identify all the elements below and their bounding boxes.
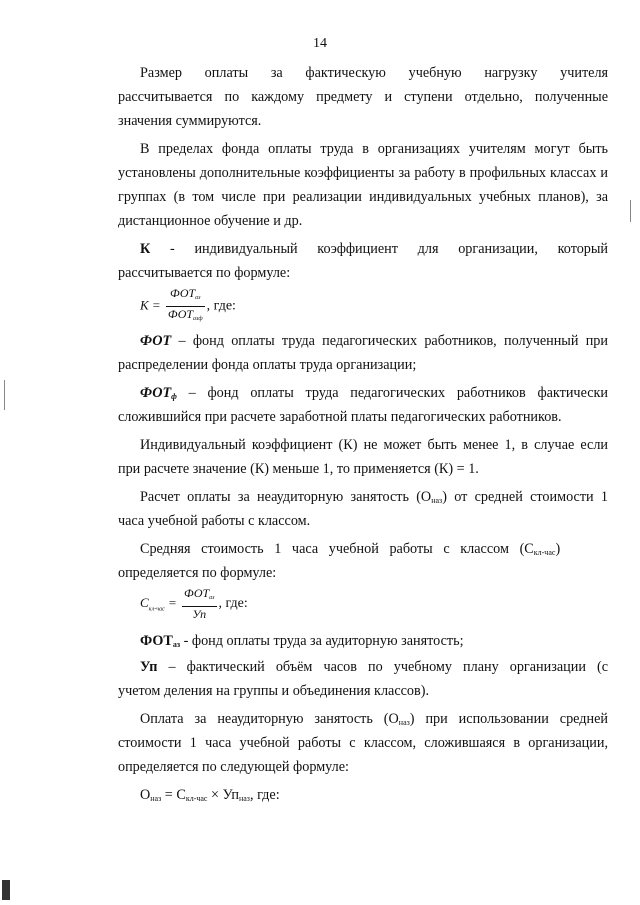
word: для: [417, 241, 439, 257]
f3-c-sub: кл-час: [185, 794, 208, 803]
fotaz-term: [140, 633, 180, 649]
def-fot-line-1: [140, 332, 608, 350]
word: коэффициент: [317, 241, 398, 257]
word: учителя: [560, 65, 609, 81]
word: за: [270, 65, 283, 81]
def-fot-line-2: распределении фонда оплаты труда организации;: [118, 357, 417, 373]
f3-times: × Уп: [207, 787, 239, 803]
scan-edge-mark: [4, 380, 5, 410]
paragraph-3-line-1: [140, 240, 608, 258]
paragraph-7-line-1: [140, 710, 608, 732]
fotaz-term-sub: аз: [172, 640, 181, 649]
paragraph-2-line-1: В пределах фонда оплаты труда в организациях учителям могут быть: [140, 141, 608, 157]
f3-o-sub: наз: [150, 794, 162, 803]
fotaz-term-main: ФОТ: [140, 633, 173, 649]
f3-where: , где:: [249, 787, 280, 803]
fotf-term-main: ФОТ: [140, 385, 172, 401]
formula-onaz: [140, 786, 608, 808]
p6-sub: кл-час: [533, 548, 556, 557]
up-text: – фактический объём часов по учебному плану организации (с: [157, 659, 608, 675]
numerator: ФОТ: [184, 586, 210, 600]
def-up-line-2: учетом деления на группы и объединения классов).: [118, 683, 429, 699]
word: нагрузку: [484, 65, 538, 81]
paragraph-4-line-1: Индивидуальный коэффициент (К) не может быть менее 1, в случае если: [140, 437, 608, 453]
paragraph-7-line-2: стоимости 1 часа учебной работы с классом, сложившаяся в организации,: [118, 735, 608, 751]
denominator-sub: азф: [193, 316, 203, 322]
fotaz-text: - фонд оплаты труда за аудиторную занятость;: [180, 633, 464, 649]
f3-o: О: [140, 787, 151, 803]
paragraph-2-line-3: группах (в том числе при реализации индивидуальных учебных планов), за: [118, 189, 608, 205]
p5-text: Расчет оплаты за неаудиторную занятость (О: [140, 489, 432, 505]
p7-text: Оплата за неаудиторную занятость (О: [140, 711, 399, 727]
p5-text-post: ) от средней стоимости 1: [442, 489, 608, 505]
word: оплаты: [204, 65, 249, 81]
up-term: Уп: [140, 659, 158, 675]
def-fotf-line-2: сложившийся при расчете заработной платы педагогических работников.: [118, 409, 562, 425]
word: индивидуальный: [194, 241, 298, 257]
word: фактическую: [305, 65, 386, 81]
word: -: [170, 241, 175, 257]
paragraph-5-line-2: часа учебной работы с классом.: [118, 513, 311, 529]
paragraph-6-line-1: [140, 540, 608, 562]
formula2-eq: =: [164, 594, 177, 610]
formula2-fraction: [182, 586, 216, 622]
numerator: ФОТ: [170, 286, 196, 300]
formula2-where: , где:: [218, 595, 248, 611]
formula2-lhs-sub: кл-час: [148, 606, 165, 613]
page-number: 14: [313, 36, 327, 51]
k-term: К: [140, 241, 151, 257]
p6-text-post: ): [555, 541, 561, 557]
p7-sub: наз: [398, 718, 410, 727]
scan-edge-mark: [630, 200, 631, 222]
p7-text-post: ) при использовании средней: [409, 711, 608, 727]
paragraph-4-line-2: при расчете значение (К) меньше 1, то применяется (К) = 1.: [118, 461, 479, 477]
def-up-line-1: [140, 658, 608, 676]
numerator-sub: аз: [209, 595, 215, 601]
formula-k: [140, 286, 236, 327]
fotf-term-sub: ф: [171, 392, 177, 401]
word: Размер: [140, 65, 182, 81]
formula-hour-cost: [140, 586, 248, 622]
denominator: Уп: [192, 607, 207, 621]
fotf-term: [140, 385, 177, 401]
fot-text: – фонд оплаты труда педагогических работников, полученный при: [171, 333, 608, 349]
p5-sub: наз: [431, 496, 443, 505]
f3-up-sub: наз: [238, 794, 250, 803]
word: учебную: [408, 65, 462, 81]
paragraph-7-line-3: определяется по следующей формуле:: [118, 759, 349, 775]
denominator: ФОТ: [167, 307, 194, 321]
paragraph-2-line-2: установлены дополнительные коэффициенты за работу в профильных классах и: [118, 165, 608, 181]
formula-lhs: К =: [140, 297, 161, 313]
numerator-sub: аз: [195, 295, 201, 301]
paragraph-6-line-2: определяется по формуле:: [118, 565, 277, 581]
word: который: [557, 241, 609, 257]
paragraph-1-line-2: рассчитывается по каждому предмету и ступени отдельно, полученные: [118, 89, 608, 105]
f3-eq: = С: [161, 787, 186, 803]
word: организации,: [458, 241, 538, 257]
paragraph-1-line-1: [140, 64, 608, 82]
def-fotf-line-1: [140, 384, 608, 406]
paragraph-2-line-4: дистанционное обучение и др.: [118, 213, 303, 229]
formula-where: , где:: [206, 298, 236, 314]
def-fotaz-line: [140, 632, 608, 654]
paragraph-5-line-1: [140, 488, 608, 510]
formula-fraction: [166, 286, 205, 327]
p6-text: Средняя стоимость 1 часа учебной работы с классом (С: [140, 541, 534, 557]
scan-edge-mark: [2, 880, 10, 900]
paragraph-3-line-2: рассчитывается по формуле:: [118, 265, 291, 281]
paragraph-1-line-3: значения суммируются.: [118, 113, 262, 129]
fot-term: ФОТ: [140, 333, 172, 349]
formula2-lhs: С: [140, 594, 149, 610]
fotf-text: – фонд оплаты труда педагогических работников фактически: [176, 385, 608, 401]
